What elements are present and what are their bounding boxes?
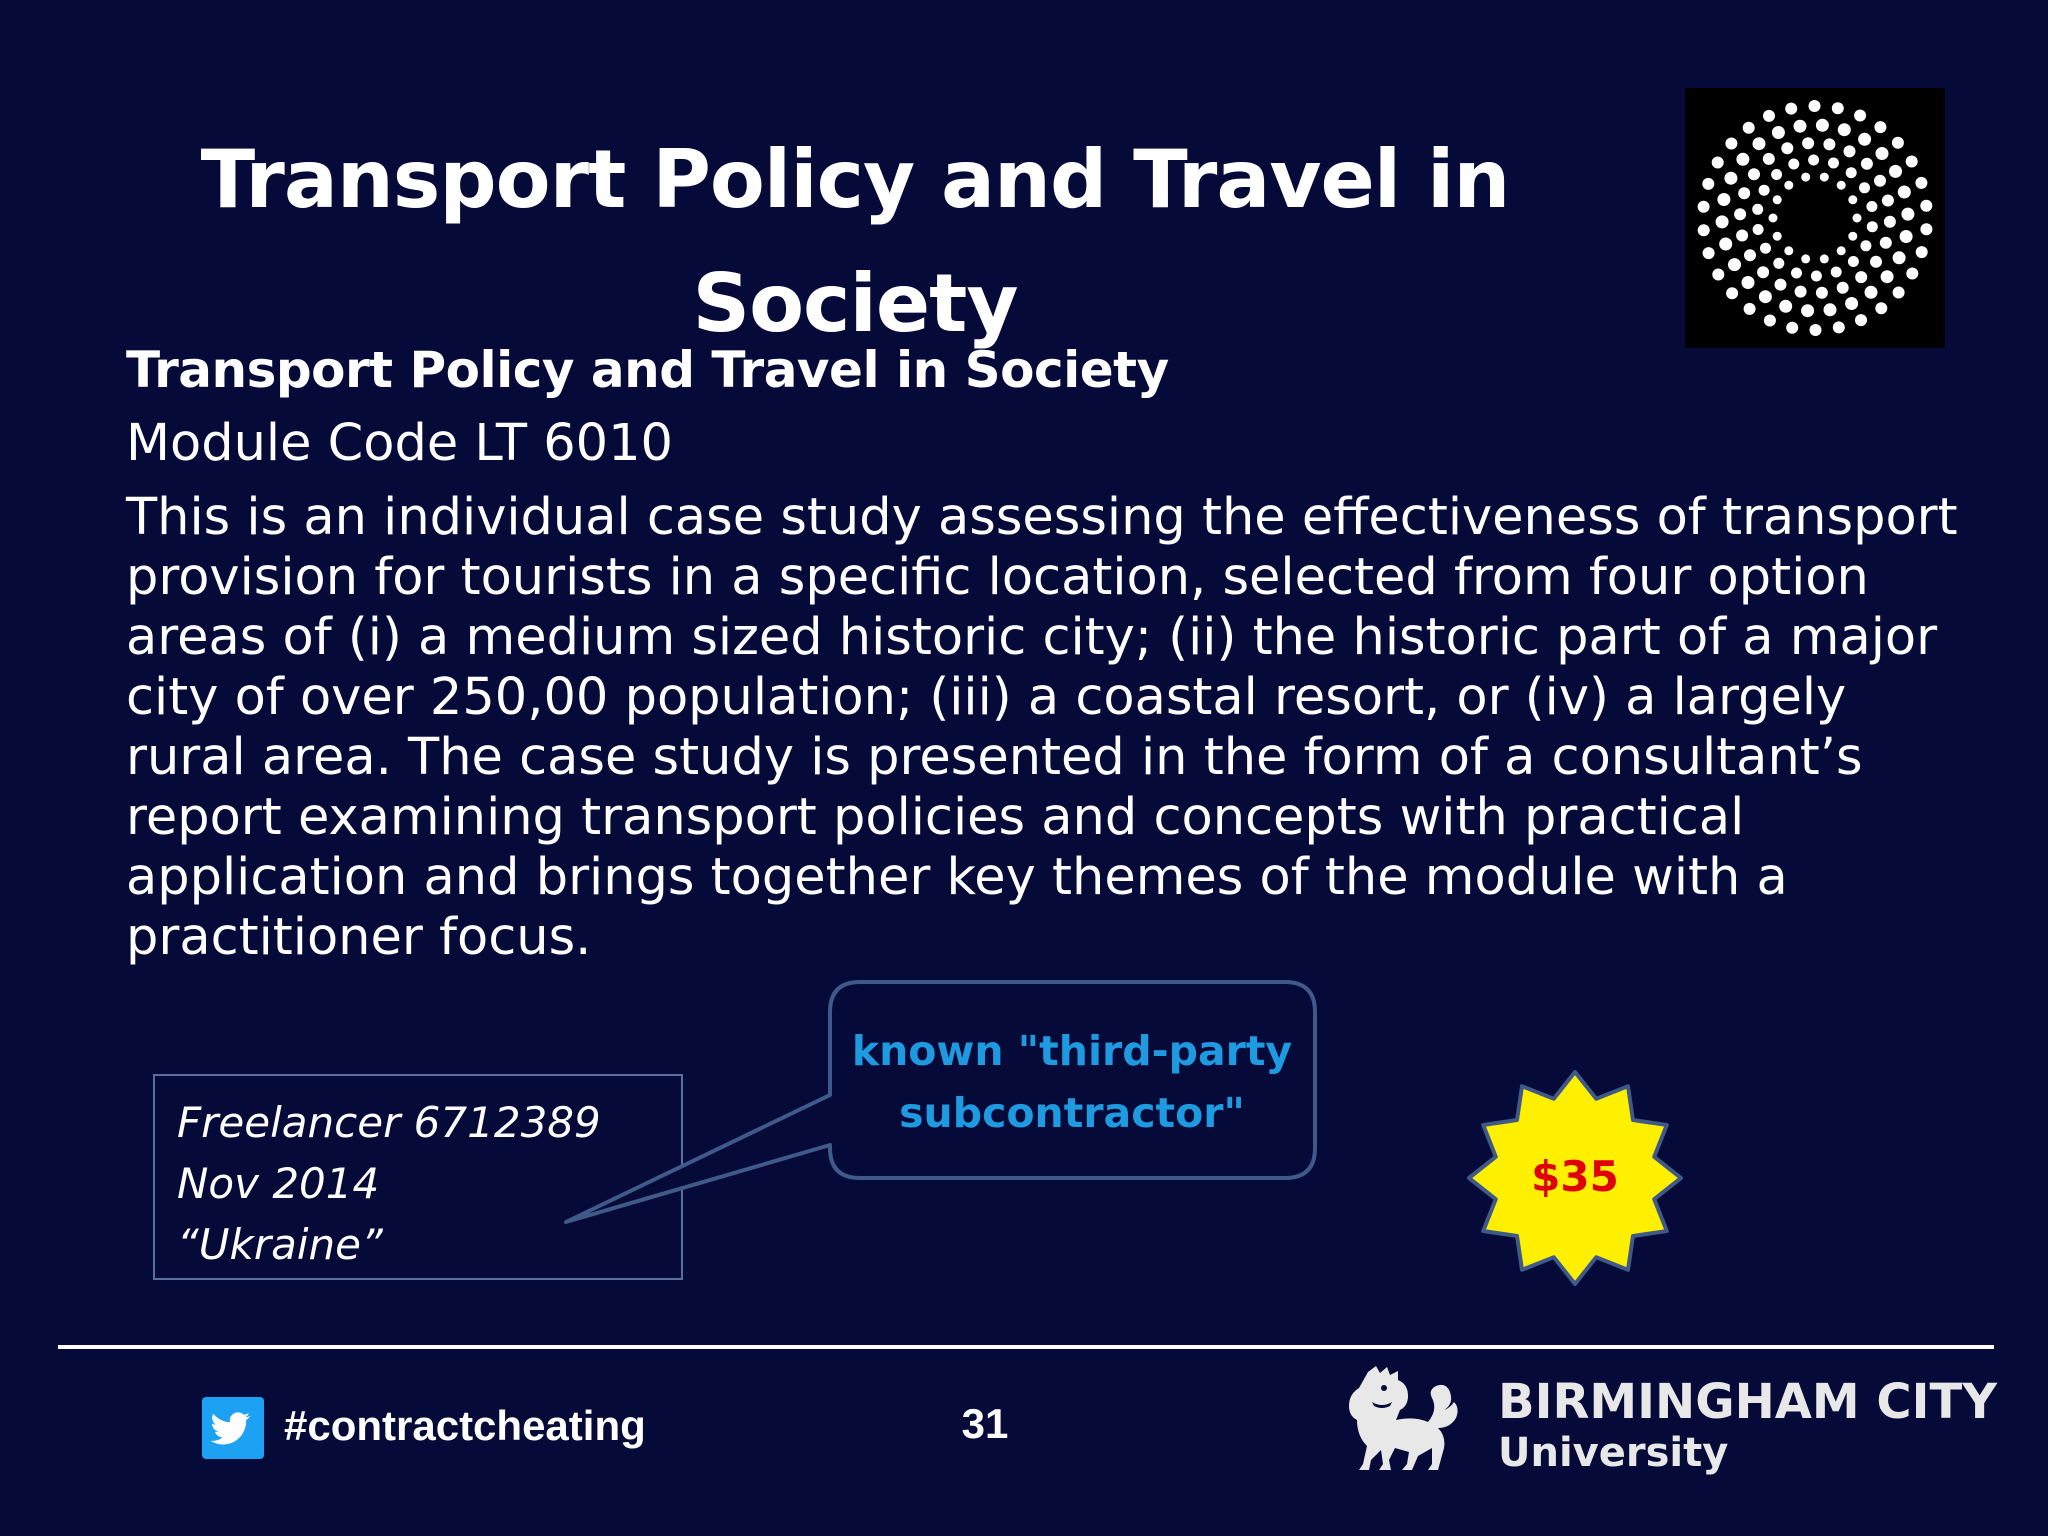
freelancer-location: “Ukraine” (177, 1220, 383, 1269)
price-label: $35 (1531, 1152, 1619, 1201)
university-subtitle: University (1498, 1430, 1729, 1476)
twitter-bird-icon[interactable] (202, 1397, 264, 1459)
description-line: rural area. The case study is presented in the form of a consultant’s (126, 728, 1863, 787)
callout-line1: known "third-party (851, 1027, 1293, 1075)
description-line: report examining transport policies and concepts with practical (126, 788, 1745, 847)
university-name: BIRMINGHAM CITY (1498, 1374, 1997, 1430)
description-line: areas of (i) a medium sized historic city; (ii) the historic part of a major (126, 608, 1938, 667)
page-number: 31 (961, 1400, 1009, 1447)
lion-emblem-icon (1338, 1362, 1488, 1487)
hashtag-label: #contractcheating (284, 1402, 646, 1449)
slide-title-line2: Society (692, 257, 1018, 350)
description-line: city of over 250,00 population; (iii) a coastal resort, or (iv) a largely (126, 668, 1847, 727)
slide-title-line1: Transport Policy and Travel in (200, 133, 1510, 226)
callout-line2: subcontractor" (899, 1089, 1245, 1137)
description-line: application and brings together key themes of the module with a (126, 848, 1788, 907)
module-title: Transport Policy and Travel in Society (126, 341, 1169, 399)
description-line: provision for tourists in a specific location, selected from four option (126, 548, 1869, 607)
freelancer-id: Freelancer 6712389 (177, 1098, 601, 1147)
module-code: Module Code LT 6010 (126, 414, 673, 473)
freelancer-date: Nov 2014 (177, 1159, 380, 1208)
description-line: practitioner focus. (126, 908, 592, 967)
footer-divider (58, 1345, 1994, 1349)
description-line: This is an individual case study assessing the effectiveness of transport (126, 488, 1958, 547)
callout-label (832, 1020, 1312, 1144)
